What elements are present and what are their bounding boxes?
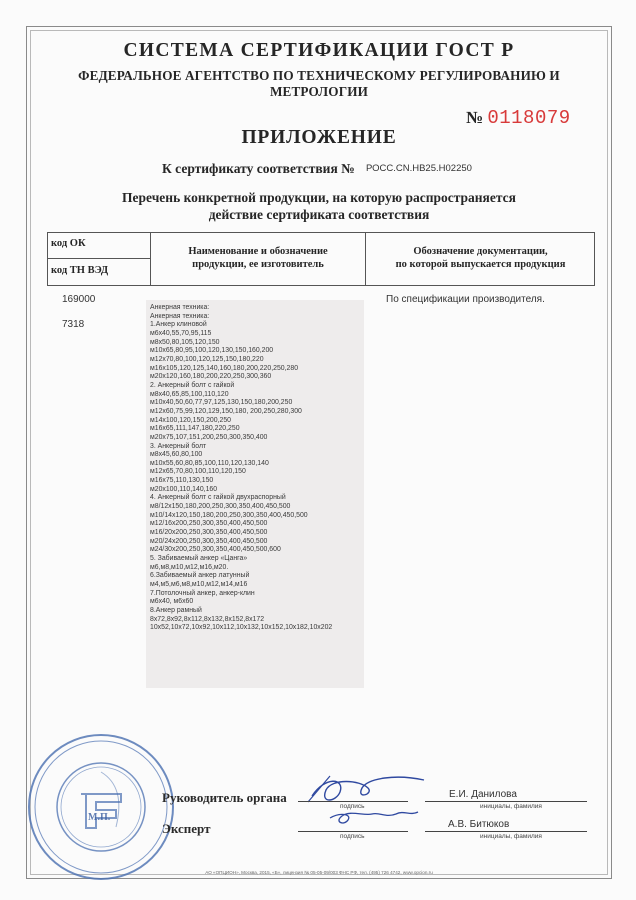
spec-line: 5. Забиваемый анкер «Цанга» bbox=[150, 555, 248, 563]
form-number bbox=[466, 107, 571, 129]
spec-line: м12/16х200,250,300,350,400,450,500 bbox=[150, 520, 268, 528]
form-number-prefix: № bbox=[466, 108, 484, 127]
expert-signature-line bbox=[298, 831, 408, 832]
column-header-product-line-1: Наименование и обозначение bbox=[188, 246, 328, 257]
spec-line: м8х45,60,80,100 bbox=[150, 451, 203, 459]
spec-line: м8/12х150,180,200,250,300,350,400,450,500 bbox=[150, 503, 291, 511]
spec-line: 10х52,10х72,10х92,10х112,10х132,10х152,10х182,10х202 bbox=[150, 624, 333, 632]
expert-name: А.В. Битюков bbox=[448, 819, 510, 830]
expert-name-line bbox=[425, 831, 587, 832]
head-name-caption: инициалы, фамилия bbox=[480, 803, 542, 810]
spec-line: м20х120,160,180,200,220,250,300,360 bbox=[150, 373, 272, 381]
spec-line: 8.Анкер рамный bbox=[150, 606, 202, 614]
head-name-line bbox=[425, 801, 587, 802]
spec-line: м20х100,110,140,160 bbox=[150, 485, 218, 493]
spec-line: 6.Забиваемый анкер латунный bbox=[150, 572, 250, 580]
column-header-documentation bbox=[366, 245, 595, 271]
certification-system-heading: СИСТЕМА СЕРТИФИКАЦИИ ГОСТ Р bbox=[123, 40, 515, 61]
agency-heading: ФЕДЕРАЛЬНОЕ АГЕНТСТВО ПО ТЕХНИЧЕСКОМУ РЕГУЛИРОВАНИЮ И МЕТРОЛОГИИ bbox=[78, 68, 560, 99]
column-header-doc-line-1: Обозначение документации, bbox=[413, 246, 548, 257]
spec-line: Анкерная техника: bbox=[150, 304, 210, 311]
documentation-value: По спецификации производителя. bbox=[386, 294, 545, 305]
spec-line: м16х105,120,125,140,160,180,200,220,250,280 bbox=[150, 364, 299, 372]
head-of-body-label: Руководитель органа bbox=[162, 790, 287, 805]
spec-line: м12х65,70,80,100,110,120,150 bbox=[150, 468, 246, 476]
spec-line: 1.Анкер клиновой bbox=[150, 321, 207, 329]
spec-line: м10х65,80,95,100,120,130,150,160,200 bbox=[150, 347, 274, 355]
certificate-number: РОСС.CN.НВ25.Н02250 bbox=[366, 163, 472, 174]
spec-line: м12х70,80,100,120,125,150,180,220 bbox=[150, 355, 264, 363]
spec-line: м16х75,110,130,150 bbox=[150, 477, 214, 485]
head-signature-caption: подпись bbox=[340, 803, 365, 810]
column-header-product-line-2: продукции, ее изготовитель bbox=[192, 259, 324, 270]
column-header-code-tn: код ТН ВЭД bbox=[51, 265, 109, 276]
spec-line: м12х60,75,99,120,129,150,180, 200,250,280,300 bbox=[150, 407, 302, 415]
code-ok-value: 169000 bbox=[62, 294, 96, 305]
table-divider bbox=[47, 258, 151, 259]
stamp-center-label: М.П. bbox=[88, 812, 111, 823]
spec-line: м10х55,60,80,85,100,110,120,130,140 bbox=[150, 459, 269, 467]
spec-line: 4. Анкерный болт с гайкой двухраспорный bbox=[150, 494, 286, 502]
spec-line: Анкерная техника: bbox=[150, 312, 210, 320]
signature-drawing bbox=[300, 768, 430, 830]
page-title: ПРИЛОЖЕНИЕ bbox=[241, 127, 397, 148]
spec-line: 7.Потолочный анкер, анкер-клин bbox=[150, 589, 255, 597]
subtitle-line-1: Перечень конкретной продукции, на которую распространяется bbox=[122, 190, 516, 205]
subtitle-line-2: действие сертификата соответствия bbox=[208, 207, 430, 222]
head-name: Е.И. Данилова bbox=[449, 789, 517, 800]
spec-line: 2. Анкерный болт с гайкой bbox=[150, 381, 235, 389]
spec-line: 8х72,8х92,8х112,8х132,8х152,8х172 bbox=[150, 615, 265, 623]
product-spec-list bbox=[150, 304, 390, 633]
expert-signature-caption: подпись bbox=[340, 833, 365, 840]
head-signature-line bbox=[298, 801, 408, 802]
expert-name-caption: инициалы, фамилия bbox=[480, 833, 542, 840]
column-header-doc-line-2: по которой выпускается продукция bbox=[395, 259, 566, 270]
official-stamp bbox=[26, 732, 176, 882]
spec-line: м4,м5,м6,м8,м10,м12,м14,м16 bbox=[150, 581, 248, 588]
spec-line: м10х40,50,60,77,97,125,130,150,180,200,250 bbox=[150, 399, 293, 407]
spec-line: м6,м8,м10,м12,м16,м20. bbox=[150, 563, 229, 571]
spec-line: м20х75,107,151,200,250,300,350,400 bbox=[150, 433, 268, 441]
spec-line: м24/30х200,250,300,350,400,450,500,600 bbox=[150, 546, 281, 554]
spec-line: м10/14х120,150,180,200,250,300,350,400,450,500 bbox=[150, 511, 308, 519]
spec-line: м16х65,111,147,180,220,250 bbox=[150, 425, 240, 433]
column-header-product bbox=[151, 245, 365, 271]
expert-label: Эксперт bbox=[162, 821, 211, 836]
form-number-value: 0118079 bbox=[487, 107, 571, 129]
product-list-subtitle bbox=[30, 189, 608, 223]
printer-footer: АО «ОПЦИОН», Москва, 2015, «Б», лицензия № 05-05-09/003 ФНС РФ, тел. (495) 726 4742, www.opcion.ru bbox=[205, 870, 433, 875]
spec-line: м16/20х200,250,300,350,400,450,500 bbox=[150, 529, 268, 537]
spec-line: м6х40,55,70,95,115 bbox=[150, 329, 212, 337]
spec-line: м6х40, м6х60 bbox=[150, 598, 194, 606]
spec-line: 3. Анкерный болт bbox=[150, 442, 207, 450]
spec-line: м14х100,120,150,200,250 bbox=[150, 416, 231, 424]
column-header-code-ok: код ОК bbox=[51, 238, 86, 249]
spec-line: м20/24х200,250,300,350,400,450,500 bbox=[150, 537, 268, 545]
spec-line: м8х50,80,105,120,150 bbox=[150, 338, 220, 346]
spec-line: м8х40,65,85,100,110,120 bbox=[150, 390, 229, 398]
certificate-label: К сертификату соответствия № bbox=[162, 161, 355, 176]
code-tn-value: 7318 bbox=[62, 319, 85, 330]
